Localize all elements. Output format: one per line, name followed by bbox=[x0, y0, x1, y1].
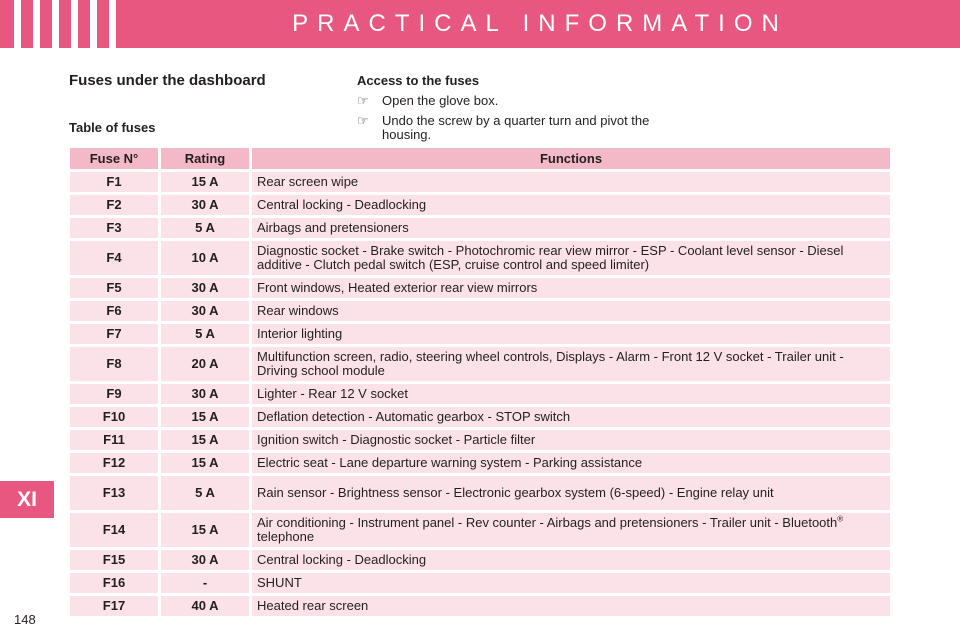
fuse-number: F12 bbox=[70, 453, 158, 473]
fuse-number: F6 bbox=[70, 301, 158, 321]
fuse-rating: 5 A bbox=[161, 218, 249, 238]
table-caption: Table of fuses bbox=[69, 120, 156, 135]
fuse-number: F14 bbox=[70, 513, 158, 547]
header-stripe bbox=[14, 0, 21, 48]
fuse-function: Lighter - Rear 12 V socket bbox=[252, 384, 890, 404]
fuse-number: F11 bbox=[70, 430, 158, 450]
access-title: Access to the fuses bbox=[357, 73, 480, 88]
table-row bbox=[70, 347, 890, 381]
table-row bbox=[70, 384, 890, 404]
section-title: Fuses under the dashboard bbox=[69, 72, 266, 89]
chapter-title: PRACTICAL INFORMATION bbox=[292, 10, 788, 37]
fuse-number: F8 bbox=[70, 347, 158, 381]
access-step bbox=[357, 114, 657, 142]
table-row bbox=[70, 476, 890, 510]
fuse-number: F7 bbox=[70, 324, 158, 344]
fuse-function bbox=[252, 513, 890, 547]
column-header-functions: Functions bbox=[252, 148, 890, 169]
header-stripe bbox=[52, 0, 59, 48]
pointing-hand-icon: ☞ bbox=[357, 93, 369, 108]
fuse-rating: - bbox=[161, 573, 249, 593]
fuse-function: Rear windows bbox=[252, 301, 890, 321]
table-row bbox=[70, 513, 890, 547]
table-row bbox=[70, 172, 890, 192]
column-header-rating: Rating bbox=[161, 148, 249, 169]
fuse-function: Rain sensor - Brightness sensor - Electronic gearbox system (6-speed) - Engine relay unit bbox=[252, 476, 890, 510]
fuse-number: F2 bbox=[70, 195, 158, 215]
fuse-number: F17 bbox=[70, 596, 158, 616]
fuse-rating: 30 A bbox=[161, 301, 249, 321]
table-row bbox=[70, 218, 890, 238]
fuse-rating: 30 A bbox=[161, 384, 249, 404]
page-number: 148 bbox=[14, 612, 36, 627]
table-row bbox=[70, 407, 890, 427]
fuse-number: F4 bbox=[70, 241, 158, 275]
fuse-function: Front windows, Heated exterior rear view mirrors bbox=[252, 278, 890, 298]
fuse-number: F9 bbox=[70, 384, 158, 404]
table-row bbox=[70, 278, 890, 298]
fuse-function: Rear screen wipe bbox=[252, 172, 890, 192]
header-stripe bbox=[33, 0, 40, 48]
fuse-rating: 5 A bbox=[161, 324, 249, 344]
table-row bbox=[70, 573, 890, 593]
fuse-function: Deflation detection - Automatic gearbox - STOP switch bbox=[252, 407, 890, 427]
header-stripe bbox=[71, 0, 78, 48]
registered-mark: ® bbox=[837, 514, 844, 524]
access-step-text: Undo the screw by a quarter turn and pivot the housing. bbox=[382, 113, 650, 142]
fuse-rating: 15 A bbox=[161, 172, 249, 192]
fuse-function: Electric seat - Lane departure warning system - Parking assistance bbox=[252, 453, 890, 473]
access-step bbox=[357, 94, 657, 108]
table-header-row bbox=[70, 148, 890, 169]
fuse-rating: 20 A bbox=[161, 347, 249, 381]
fuse-table bbox=[67, 145, 893, 619]
fuse-function: Central locking - Deadlocking bbox=[252, 550, 890, 570]
access-instructions bbox=[357, 73, 657, 148]
table-row bbox=[70, 550, 890, 570]
table-row bbox=[70, 195, 890, 215]
header-stripe bbox=[109, 0, 116, 48]
fuse-function: Multifunction screen, radio, steering wheel controls, Displays - Alarm - Front 12 V socket - Trailer unit - Driving school module bbox=[252, 347, 890, 381]
table-row bbox=[70, 301, 890, 321]
fuse-rating: 30 A bbox=[161, 195, 249, 215]
table-row bbox=[70, 430, 890, 450]
fuse-number: F13 bbox=[70, 476, 158, 510]
fuse-rating: 5 A bbox=[161, 476, 249, 510]
fuse-function: SHUNT bbox=[252, 573, 890, 593]
fuse-function-text: Air conditioning - Instrument panel - Rev counter - Airbags and pretensioners - Trailer unit - Bluetooth bbox=[257, 515, 838, 530]
chapter-tab[interactable]: XI bbox=[0, 481, 54, 518]
fuse-function-text-end: telephone bbox=[257, 529, 315, 544]
table-row bbox=[70, 453, 890, 473]
fuse-rating: 15 A bbox=[161, 513, 249, 547]
fuse-number: F1 bbox=[70, 172, 158, 192]
fuse-number: F3 bbox=[70, 218, 158, 238]
fuse-rating: 10 A bbox=[161, 241, 249, 275]
fuse-function: Heated rear screen bbox=[252, 596, 890, 616]
fuse-rating: 30 A bbox=[161, 550, 249, 570]
access-step-text: Open the glove box. bbox=[382, 93, 499, 108]
fuse-rating: 15 A bbox=[161, 430, 249, 450]
fuse-number: F10 bbox=[70, 407, 158, 427]
table-row bbox=[70, 324, 890, 344]
fuse-function: Interior lighting bbox=[252, 324, 890, 344]
table-row bbox=[70, 241, 890, 275]
fuse-function: Central locking - Deadlocking bbox=[252, 195, 890, 215]
fuse-number: F15 bbox=[70, 550, 158, 570]
chapter-header bbox=[0, 0, 960, 48]
fuse-number: F5 bbox=[70, 278, 158, 298]
fuse-function: Airbags and pretensioners bbox=[252, 218, 890, 238]
table-row bbox=[70, 596, 890, 616]
pointing-hand-icon: ☞ bbox=[357, 113, 369, 128]
column-header-fuse-number: Fuse N° bbox=[70, 148, 158, 169]
fuse-function: Diagnostic socket - Brake switch - Photochromic rear view mirror - ESP - Coolant level sensor - Diesel additive - Clutch pedal switch (ESP, cruise control and speed limiter) bbox=[252, 241, 890, 275]
fuse-rating: 40 A bbox=[161, 596, 249, 616]
fuse-rating: 15 A bbox=[161, 407, 249, 427]
fuse-rating: 15 A bbox=[161, 453, 249, 473]
fuse-rating: 30 A bbox=[161, 278, 249, 298]
header-stripe bbox=[90, 0, 97, 48]
fuse-function: Ignition switch - Diagnostic socket - Particle filter bbox=[252, 430, 890, 450]
fuse-number: F16 bbox=[70, 573, 158, 593]
